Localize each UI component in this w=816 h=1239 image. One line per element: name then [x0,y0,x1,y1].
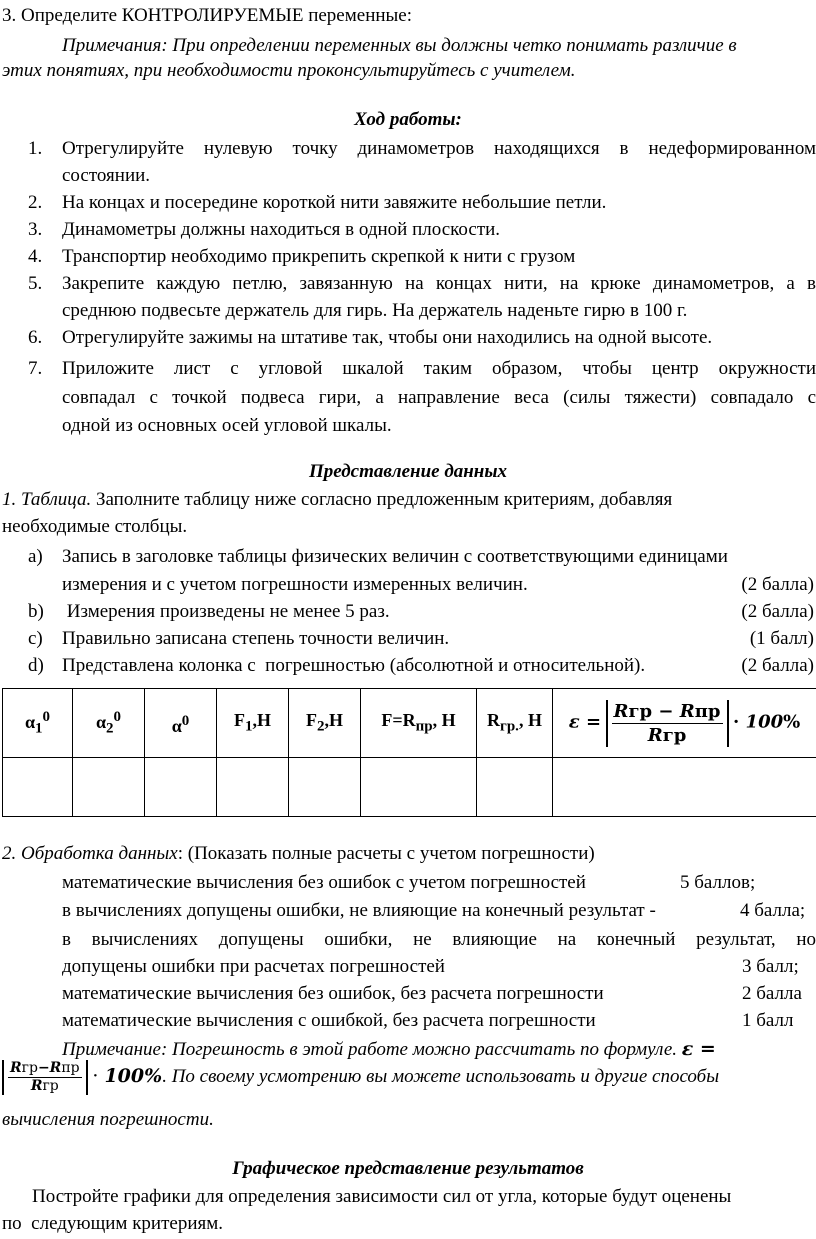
step-text: Приложите лист с угловой шкалой таким образом, чтобы центр окружности [62,358,816,379]
processing-points: 3 балл; [742,956,799,977]
table-label: 1. Таблица. [2,489,92,510]
criterion-text: измерения и с учетом погрешности измеренных величин. [62,574,528,595]
criterion-letter: d) [28,655,44,676]
processing-note-line-2: $\frac{\text{Rгр−Rпр}}{\text{Rгр}}$ · 100%. По своему усмотрению вы можете использовать и другие способы [2,1060,719,1095]
processing-item: математические вычисления без ошибок, без расчета погрешности [62,983,604,1004]
processing-item: математические вычисления с ошибкой, без расчета погрешности [62,1010,596,1031]
graphs-text-line-1: Постройте графики для определения зависимости сил от угла, которые будут оценены [32,1186,732,1207]
header-alpha1: $\alpha_1^0$ [3,689,73,758]
step-text: среднюю подвесьте держатель для гирь. На держатель наденьте гирю в 100 г. [62,300,688,321]
criterion-letter: a) [28,546,43,567]
table-intro-line-1 [2,486,672,514]
criterion-text: Запись в заголовке таблицы физических величин с соответствующими единицами [62,546,728,567]
criterion-points: (2 балла) [741,601,814,622]
note-line-1: Примечания: При определении переменных вы должны четко понимать различие в [62,35,737,56]
processing-note-line-3: вычисления погрешности. [2,1109,214,1130]
step-number: 5. [28,273,43,294]
section-heading-3: 3. Определите КОНТРОЛИРУЕМЫЕ переменные: [2,5,413,26]
step-text: состоянии. [62,165,151,186]
fraction: $\frac{\text{Rгр−Rпр}}{\text{Rгр}}$ [10,1060,80,1094]
header-error-formula: ε = $\frac{\text{Rгр − Rпр}}{\text{Rгр}}$ · 100% [553,689,816,758]
step-number: 1. [28,138,43,159]
processing-item: допущены ошибки при расчетах погрешностей [62,956,445,977]
processing-text: : (Показать полные расчеты с учетом погрешности) [177,843,595,864]
step-number: 6. [28,327,43,348]
processing-item: математические вычисления без ошибок с учетом погрешностей [62,872,586,893]
processing-item: в вычислениях допущены ошибки, не влияющие на конечный результат - [62,900,656,921]
work-title: Ход работы: [354,109,462,130]
processing-points: 5 баллов; [680,872,756,893]
criterion-points: (1 балл) [749,628,814,649]
criterion-letter: b) [28,601,44,622]
step-text: Динамометры должны находиться в одной плоскости. [62,219,501,240]
step-text: На концах и посередине короткой нити завяжите небольшие петли. [62,192,607,213]
step-text: одной из основных осей угловой шкалы. [62,415,392,436]
step-text: совпадал с точкой подвеса гири, а направление веса (силы тяжести) совпадало с [62,387,816,408]
table-header-row [3,689,816,758]
header-alpha2: $\alpha_2^0$ [73,689,145,758]
header-f-rpr: $F=R_{пр}$, Н [361,689,477,758]
criterion-text: Представлена колонка с погрешностью (абсолютной и относительной). [62,655,646,676]
criterion-text: Правильно записана степень точности величин. [62,628,450,649]
absolute-value [2,1060,88,1095]
step-text: Закрепите каждую петлю, завязанную на концах нити, на крюке динамометров, а в [62,273,816,294]
criterion-letter: c) [28,628,43,649]
header-rgr: $R_{гр.}$, Н [477,689,553,758]
criterion-points: (2 балла) [741,574,814,595]
graphs-title: Графическое представление результатов [232,1158,584,1179]
table-intro-line-2: необходимые столбцы. [2,516,188,537]
processing-heading [2,840,595,868]
data-section-title: Представление данных [308,461,508,482]
step-text: Отрегулируйте нулевую точку динамометров находящихся в недеформированном [62,138,816,159]
processing-points: 4 балла; [740,900,806,921]
note-line-2: этих понятиях, при необходимости проконсультируйтесь с учителем. [2,60,576,81]
processing-points: 1 балл [742,1010,794,1031]
table-row [3,758,816,817]
step-number: 7. [28,358,43,379]
step-number: 4. [28,246,43,267]
step-text: Отрегулируйте зажимы на штативе так, чтобы они находились на одной высоте. [62,327,713,348]
criterion-text: Измерения произведены не менее 5 раз. [62,601,390,622]
data-table [2,688,816,817]
step-text: Транспортир необходимо прикрепить скрепкой к нити с грузом [62,246,576,267]
fraction: $\frac{\text{Rгр − Rпр}}{\text{Rгр}}$ [613,700,721,746]
processing-item: в вычислениях допущены ошибки, не влияющие на конечный результат, но [62,929,816,950]
processing-points: 2 балла [742,983,802,1004]
step-number: 2. [28,192,43,213]
table-intro-text: Заполните таблицу ниже согласно предложенным критериям, добавляя [91,489,673,510]
header-f1: $F_1,Н$ [217,689,289,758]
step-number: 3. [28,219,43,240]
criterion-points: (2 балла) [741,655,814,676]
header-alpha: $\alpha^0$ [145,689,217,758]
absolute-value [606,700,729,747]
processing-note-line-1: Примечание: Погрешность в этой работе можно рассчитать по формуле. ε = [62,1038,716,1060]
graphs-text-line-2: по следующим критериям. [2,1213,224,1234]
header-f2: $F_2,Н$ [289,689,361,758]
processing-label: 2. Обработка данных [2,843,178,864]
